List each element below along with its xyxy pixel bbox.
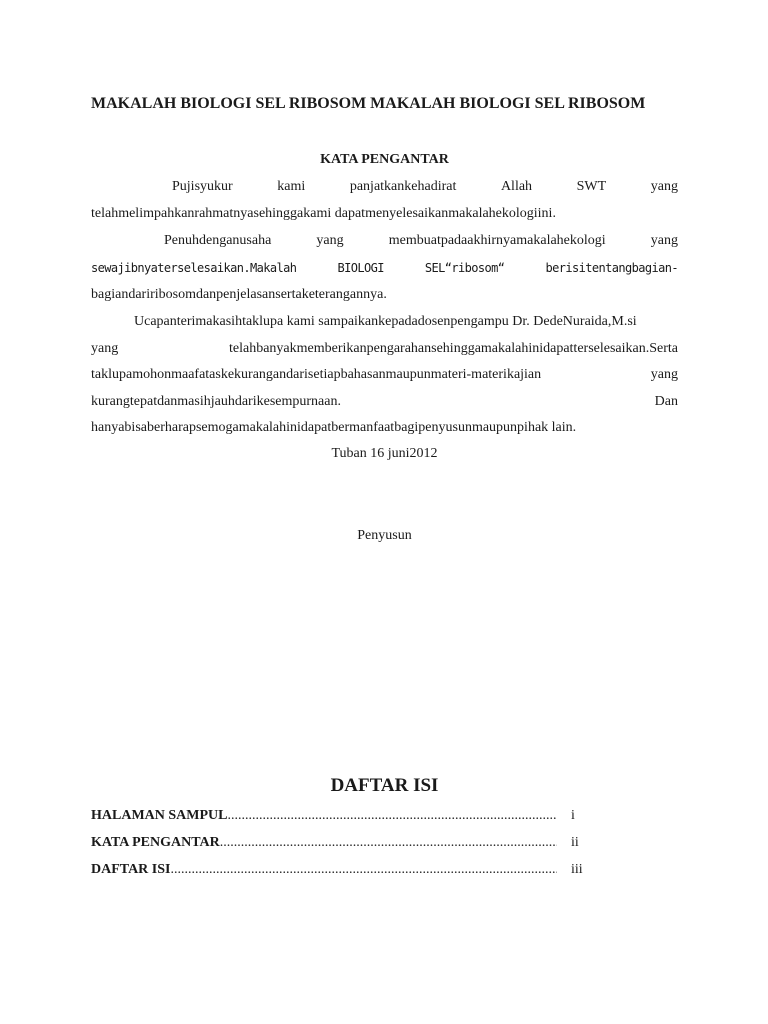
- toc-entry-page: i: [571, 808, 575, 823]
- toc-dot-leader: [228, 807, 558, 825]
- toc-entry-label: HALAMAN SAMPUL: [91, 808, 228, 823]
- paragraph-line: taklupamohonmaafataskekurangandarisetiapbahasanmaupunmateri-materikajian yang: [91, 367, 678, 382]
- paragraph-line: hanyabisaberharapsemogamakalahinidapatbermanfaatbagipenyusunmaupunpihak lain.: [91, 420, 577, 435]
- toc-entry-page: iii: [571, 862, 583, 877]
- paragraph-line: Penuhdenganusaha yang membuatpadaakhirnyamakalahekologi yang: [164, 233, 678, 248]
- toc-entry[interactable]: [91, 861, 611, 879]
- document-title: MAKALAH BIOLOGI SEL RIBOSOM MAKALAH BIOLOGI SEL RIBOSOM: [91, 95, 646, 112]
- paragraph-line: telahmelimpahkanrahmatnyasehinggakami dapatmenyelesaikanmakalahekologiini.: [91, 206, 556, 221]
- toc-entry[interactable]: [91, 807, 611, 825]
- paragraph-line: bagiandariribosomdanpenjelasansertaketerangannya.: [91, 287, 387, 302]
- date-line: Tuban 16 juni2012: [331, 446, 438, 461]
- toc-entry-label: KATA PENGANTAR: [91, 835, 220, 850]
- paragraph-line: sewajibnyaterselesaikan.Makalah BIOLOGI SEL“ribosom“ berisitentangbagian-: [91, 261, 678, 275]
- signature-label: Penyusun: [357, 528, 412, 543]
- kata-pengantar-heading: KATA PENGANTAR: [320, 152, 449, 167]
- toc-dot-leader: [220, 834, 557, 852]
- toc-entry-label: DAFTAR ISI: [91, 862, 171, 877]
- paragraph-line: Ucapanterimakasihtaklupa kami sampaikankepadadosenpengampu Dr. DedeNuraida,M.si: [134, 314, 637, 329]
- paragraph-line: Pujisyukur kami panjatkankehadirat Allah SWT yang: [172, 179, 678, 194]
- daftar-isi-heading: DAFTAR ISI: [330, 775, 439, 796]
- toc-entry[interactable]: [91, 834, 611, 852]
- paragraph-line: kurangtepatdanmasihjauhdarikesempurnaan. Dan: [91, 394, 678, 409]
- toc-entry-page: ii: [571, 835, 579, 850]
- paragraph-line: yang telahbanyakmemberikanpengarahansehinggamakalahinidapatterselesaikan.Serta: [91, 341, 678, 356]
- toc-dot-leader: [170, 861, 557, 879]
